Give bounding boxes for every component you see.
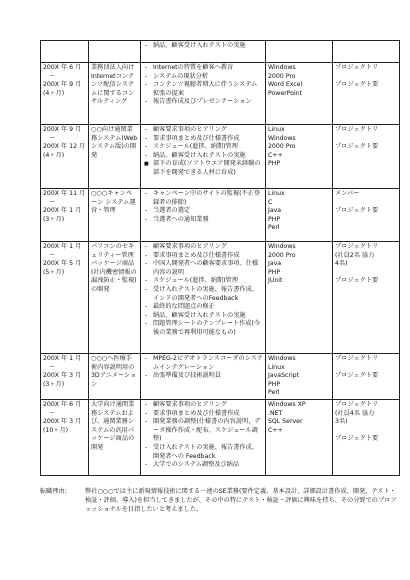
environment-item: 2000 Pro [268, 251, 296, 259]
environment-item: Perl [268, 224, 280, 232]
environment-cell [266, 242, 333, 354]
period-tilde: 〜 [49, 134, 56, 142]
environment-item: 2000 Pro [268, 72, 296, 80]
environment-cell [266, 399, 333, 475]
task-item: - 要求事項まとめ及び仕様書作成 [143, 252, 263, 261]
role-item: プロジェクトリ [335, 126, 379, 133]
environment-item: 2000 Pro [268, 143, 296, 151]
period-cell [41, 242, 89, 354]
period-dur: (3ヶ月) [43, 215, 65, 223]
environment-item: C++ [268, 426, 283, 434]
role-cell [333, 189, 400, 242]
role-item: メンバー [335, 190, 360, 197]
environment-item: Windows XP [268, 400, 306, 408]
task-item: - 納品、顧客受け入れテストの実施 [143, 152, 263, 161]
tasks-cell [141, 399, 266, 475]
role-cell [333, 399, 400, 475]
environment-item: Java [268, 207, 282, 215]
role-item: 4名) [335, 260, 348, 268]
task-item: - 最終的な問題点の修正 [143, 303, 263, 312]
period-end: 200X 年 5 月 [43, 260, 82, 268]
role-spacer [335, 364, 397, 372]
role-item: プロジェクトリ [335, 400, 379, 408]
project-cell [89, 63, 141, 125]
task-item: - スケジュール(進捗、納期)管理 [143, 143, 263, 152]
environment-item: SQL Server [268, 418, 303, 426]
environment-item: Linux [268, 190, 285, 197]
period-cell [41, 63, 89, 125]
project-name: 業務団法人向けInternetコンテンツ配信システムに関するコンサルティング [91, 64, 135, 106]
task-list [143, 190, 263, 224]
environment-item: Linux [268, 363, 285, 371]
role-cell [333, 125, 400, 189]
role-cell [333, 242, 400, 354]
period-tilde: 〜 [49, 251, 56, 259]
period-cell [41, 125, 89, 189]
project-cell [89, 189, 141, 242]
role-cell [333, 354, 400, 400]
period-tilde: 〜 [49, 409, 56, 417]
tasks-cell [141, 354, 266, 400]
environment-item: Windows [268, 355, 296, 362]
role-spacer [335, 135, 397, 143]
role-spacer [335, 73, 397, 81]
environment-item: PHP [268, 160, 281, 168]
period-start: 200X 年 9 月 [43, 126, 82, 133]
period-end: 200X 年 9 月 [43, 81, 82, 89]
task-item: - 顧客要求事項のヒアリング [143, 126, 263, 135]
task-item: ■ 部下の育成(ソフトウエア開発未経験の部下を開発できる人材に育成) [143, 160, 263, 177]
task-item: - 問題管理シートのテンプレート作成(今後の業務で再利用可能なもの) [143, 320, 263, 337]
environment-cell [266, 189, 333, 242]
period-cell [41, 399, 89, 475]
role-cell [333, 41, 400, 63]
period-end: 200X 年 3 月 [43, 372, 82, 380]
period-start: 200X 年 6 月 [43, 400, 82, 408]
tasks-cell [141, 242, 266, 354]
task-item: - 納品、顧客受け入れテストの実施 [143, 312, 263, 321]
period-start: 200X 年 1 月 [43, 243, 82, 250]
role-item: プロジェクト要 [335, 142, 379, 150]
task-item: - キャンペーン中のサイトの監視(不正登録者の排除) [143, 190, 263, 207]
reason-label: 転職理由: [40, 488, 67, 495]
period-end: 200X 年 1 月 [43, 207, 82, 215]
tasks-cell [141, 63, 266, 125]
career-row [41, 41, 400, 63]
role-item: プロジェクト要 [335, 434, 379, 442]
environment-item: Windows [268, 134, 296, 142]
tasks-cell [141, 125, 266, 189]
environment-item: PowerPoint [268, 89, 303, 97]
task-list [143, 401, 263, 470]
period-start: 200X 年 1 月 [43, 355, 82, 362]
role-item: プロジェクト要 [335, 206, 379, 214]
environment-item: PHP [268, 215, 281, 223]
environment-item: .NET [268, 409, 283, 417]
environment-item: PHP [268, 268, 281, 276]
role-spacer [335, 427, 397, 435]
career-row [41, 189, 400, 242]
role-item: プロジェクトリ [335, 243, 379, 250]
role-item: (社員2名 協力 [335, 251, 375, 259]
role-item: プロジェクト要 [335, 276, 379, 284]
role-item: プロジェクト要 [335, 371, 379, 379]
period-tilde: 〜 [49, 72, 56, 80]
project-name: ○○○へ医療手術内容説明用の3Dアニメーション [91, 355, 137, 388]
period-end: 200X 年 12 月 [43, 143, 86, 151]
task-item: - 受け入れテストの実施、報告書作成、インドの開発者へのFeedback [143, 286, 263, 303]
environment-item: Windows [268, 64, 296, 71]
task-item: - MPEG-2ビデオトランスコーダのシステムインテグレーション [143, 355, 263, 372]
role-item: プロジェクト要 [335, 80, 379, 88]
period-dur: (4ヶ月) [43, 89, 65, 97]
task-item: - 報告書作成及びプレゼンテーション [143, 98, 263, 107]
career-row [41, 399, 400, 475]
task-item: - 当選者への通知業務 [143, 216, 263, 225]
task-item: - システムの現状分析 [143, 73, 263, 82]
environment-item: C++ [268, 151, 283, 159]
period-end: 200X 年 3 月 [43, 418, 82, 426]
role-item: (社員4名 協力 [335, 409, 375, 417]
environment-item: Perl [268, 389, 280, 397]
environment-cell [266, 41, 333, 63]
career-history-table [40, 40, 400, 476]
task-item: - 要求事項まとめ及び仕様書作成 [143, 135, 263, 144]
role-spacer [335, 269, 397, 277]
period-cell [41, 41, 89, 63]
project-name: ○○○キャンペーン システム運営・管理 [91, 190, 136, 215]
environment-item: Java [268, 260, 282, 268]
period-tilde: 〜 [49, 198, 56, 206]
environment-item: Word Excel [268, 81, 303, 89]
environment-item: JavaScript [268, 372, 300, 380]
reason-text: 弊社○○○では主に新規情報技術に関する一連のSE業務(要件定義、基本設計、詳細設計書作成、開発、テスト・検証・評価、導入)を担当してきましたが、その中の特にテスト・検証・評価に興味を持ち、その分野でのプロフェッショナルを目指したいと考えました。 [85, 488, 397, 513]
task-item: - 要求事項まとめ及び仕様書作成 [143, 410, 263, 419]
role-spacer [335, 199, 397, 207]
role-cell [333, 63, 400, 125]
project-name: ○○向け通関業務システム(Webシステム版)の開発 [91, 126, 138, 159]
reason-for-change [40, 487, 400, 514]
period-tilde: 〜 [49, 363, 56, 371]
period-cell [41, 189, 89, 242]
task-list [143, 42, 263, 51]
project-cell [89, 41, 141, 63]
project-cell [89, 242, 141, 354]
task-item: - コンテンツ視聴者増大に伴うシステム拡張の提案 [143, 81, 263, 98]
environment-item: C [268, 198, 273, 206]
task-list [143, 243, 263, 338]
period-dur: (4ヶ月) [43, 151, 65, 159]
project-cell [89, 354, 141, 400]
project-cell [89, 399, 141, 475]
task-item: - Internetの特質を顧客へ教育 [143, 64, 263, 73]
tasks-cell [141, 189, 266, 242]
period-cell [41, 354, 89, 400]
task-item: - 顧客要求事項のヒアリング [143, 243, 263, 252]
role-item: プロジェクトリ [335, 355, 379, 362]
career-row [41, 63, 400, 125]
environment-cell [266, 354, 333, 400]
role-item: 3名) [335, 418, 348, 426]
task-item: - 納品、顧客受け入れテストの実施 [143, 42, 263, 51]
project-name: パソコンのセキュリティー管理パッケージ商品(社内機密情報の漏洩防止・監視)の開発 [91, 243, 137, 293]
task-item: - 開発業務の調整(仕様書の内容説明、データ操作作成・配布、スケジュール調整) [143, 418, 263, 444]
environment-item: PHP [268, 380, 281, 388]
environment-item: Linux [268, 126, 285, 133]
task-list [143, 355, 263, 381]
environment-cell [266, 125, 333, 189]
period-dur: (10ヶ月) [43, 426, 69, 434]
project-cell [89, 125, 141, 189]
task-item: - 出張準備及び技術説明員 [143, 372, 263, 381]
task-list [143, 126, 263, 178]
task-list [143, 64, 263, 107]
task-item: - 顧客要求事項のヒアリング [143, 401, 263, 410]
task-item: - 中国人開発者への顧客要求事項、仕様内容の説明 [143, 260, 263, 277]
environment-cell [266, 63, 333, 125]
period-start: 200X 年 11 月 [43, 190, 86, 197]
period-dur: (5ヶ月) [43, 268, 65, 276]
task-item: - 大学でのシステム調整及び納品 [143, 461, 263, 470]
project-name: 大学向け通関業務システムおよび、通関業務システムの汎用パッケージ商品の開発 [91, 400, 135, 451]
period-start: 200X 年 6 月 [43, 64, 82, 71]
role-item: プロジェクトリ [335, 64, 379, 71]
task-item: - 受け入れテストの実施、報告書作成、開発者への Feedback [143, 444, 263, 461]
career-row [41, 125, 400, 189]
career-row [41, 354, 400, 400]
environment-item: JUnit [268, 277, 283, 285]
tasks-cell [141, 41, 266, 63]
environment-item: Windows [268, 243, 296, 250]
task-item: - スケジュール(進捗、納期)管理 [143, 277, 263, 286]
task-item: - 当選者の選定 [143, 207, 263, 216]
period-dur: (3ヶ月) [43, 380, 65, 388]
career-row [41, 242, 400, 354]
